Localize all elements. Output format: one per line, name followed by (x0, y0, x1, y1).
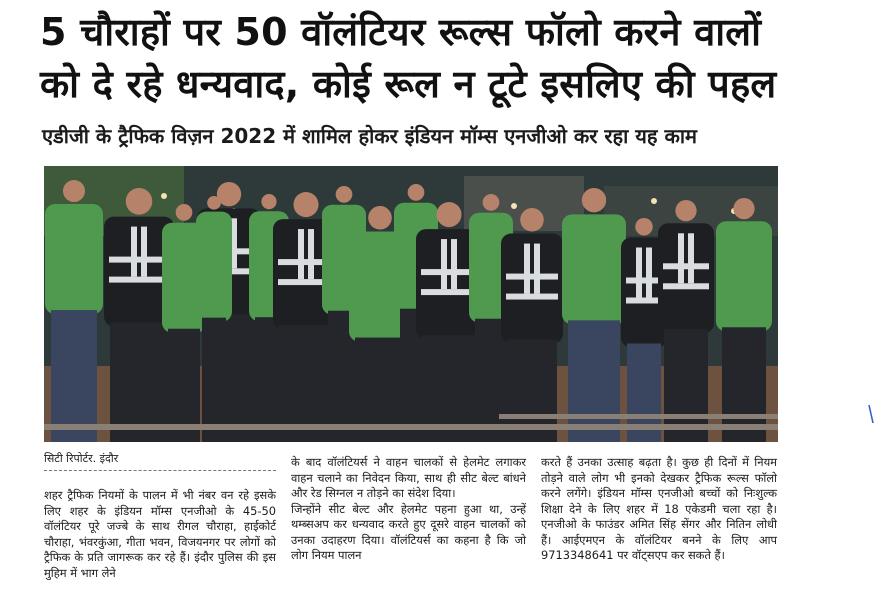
volunteer-head (261, 194, 276, 209)
vest-reflective-stripe (663, 283, 709, 289)
column-2-paragraph-2: जिन्होंने सीट बेल्ट और हेलमेट पहना हुआ था, उन्हें थम्ब्सअप कर धन्यवाद करते हुए दूसरे वाहन चालकों को उनका उदाहरण दिया। वॉलंटियर्स का कहना है कि जो लोग नियम पालन (291, 501, 526, 562)
volunteer-legs (255, 317, 283, 442)
subheadline: एडीजी के ट्रैफिक विज़न 2022 में शामिल होकर इंडियन मॉम्स एनजीओ कर रहा यह काम (42, 124, 697, 148)
volunteers-photo (44, 166, 778, 442)
volunteer-legs (51, 310, 97, 442)
vest-reflective-strap (131, 227, 137, 277)
vest-reflective-strap (688, 233, 694, 283)
volunteer-head (408, 184, 425, 201)
vest-reflective-strap (646, 247, 652, 297)
vest-reflective-stripe (421, 289, 477, 295)
vest-reflective-strap (678, 233, 684, 283)
article-column-2 (291, 455, 526, 564)
volunteer-head (293, 192, 318, 217)
volunteer-legs (202, 318, 226, 442)
headline-line-1: 5 चौराहों पर 50 वॉलंटियर रूल्स फॉलो करने वालों (40, 10, 762, 54)
vest-reflective-strap (308, 229, 314, 279)
article-column-1 (44, 488, 276, 581)
volunteer-head (176, 204, 193, 221)
volunteer-head (126, 188, 153, 215)
vest-reflective-stripe (506, 294, 558, 300)
dateline-divider (44, 470, 276, 471)
volunteer-torso (196, 212, 232, 322)
volunteer-head (436, 202, 461, 227)
volunteer-head (733, 198, 754, 219)
vest-reflective-stripe (626, 277, 662, 283)
volunteer-torso (716, 221, 772, 331)
volunteer-torso (658, 223, 714, 333)
column-2-paragraph-1: के बाद वॉलंटियर्स ने वाहन चालकों से हेलमेट लगाकर वाहन चलाने का निवेदन किया, साथ ही सीट बेल्ट बांधने और रेड सिग्नल न तोड़ने का संदेश दिया। (291, 455, 526, 500)
vest-reflective-stripe (109, 277, 169, 283)
vest-reflective-stripe (421, 269, 477, 275)
vest-reflective-stripe (626, 297, 662, 303)
vest-reflective-strap (298, 229, 304, 279)
volunteer-torso (45, 204, 103, 314)
vest-reflective-stripe (663, 263, 709, 269)
article-column-3 (541, 455, 777, 564)
volunteer-torso (501, 234, 563, 344)
photo-railing-right (499, 414, 778, 419)
vest-reflective-strap (524, 244, 530, 294)
volunteer-head (483, 194, 500, 211)
photo-light (161, 193, 167, 199)
headline-line-2: को दे रहे धन्यवाद, कोई रूल न टूटे इसलिए की पहल (40, 62, 777, 106)
volunteer-head (368, 206, 392, 230)
vest-reflective-stripe (506, 274, 558, 280)
dateline: सिटी रिपोर्टर. इंदौर (44, 452, 119, 465)
volunteer-head (336, 186, 353, 203)
volunteer-legs (568, 320, 620, 442)
photo-light (511, 203, 517, 209)
vest-reflective-strap (141, 227, 147, 277)
volunteer-head (63, 180, 85, 202)
volunteer-head (520, 208, 544, 232)
volunteer-head (675, 200, 696, 221)
volunteer-head (582, 188, 606, 212)
vest-reflective-strap (451, 239, 457, 289)
photo-light (651, 198, 657, 204)
volunteers-photo-illustration (44, 166, 778, 442)
vest-reflective-strap (534, 244, 540, 294)
vest-reflective-strap (636, 247, 642, 297)
volunteer-torso (562, 214, 626, 324)
column-3-paragraph-1: करते हैं उनका उत्साह बढ़ता है। कुछ ही दिनों में नियम तोड़ने वाले लोग भी इनको देखकर ट्रैफिक रूल्स फॉलो करने लगेंगे। इंडियन मॉम्स एनजीओ बच्चों को निःशुल्क शिक्षा देने के लिए शहर में 18 एकेडमी चला रहा है। एनजीओ के फाउंडर अमित सिंह सेंगर और नितिन लोधी हैं। आईएमएन के वॉलंटियर बनने के लिए आप 9713348641 पर वॉट्सएप कर सकते हैं। (541, 455, 777, 562)
volunteer-head (207, 196, 221, 210)
photo-railing (44, 424, 778, 430)
vest-reflective-strap (441, 239, 447, 289)
scan-edge-mark (866, 403, 876, 425)
vest-reflective-stripe (109, 257, 169, 263)
column-1-paragraph-1: शहर ट्रैफिक नियमों के पालन में भी नंबर वन रहे इसके लिए शहर के इंडियन मॉम्स एनजीओ के 45-50 वॉलंटियर पूरे जज्बे के साथ रीगल चौराहा, हाईकोर्ट चौराहा, भंवरकुंआ, गीता भवन, विजयनगर पर लोगों को ट्रैफिक के प्रति जागरूक कर रहे हैं। इंदौर पुलिस की इस मुहिम में भाग लेने (44, 488, 276, 580)
volunteer-head (635, 218, 652, 235)
headline (40, 6, 840, 110)
